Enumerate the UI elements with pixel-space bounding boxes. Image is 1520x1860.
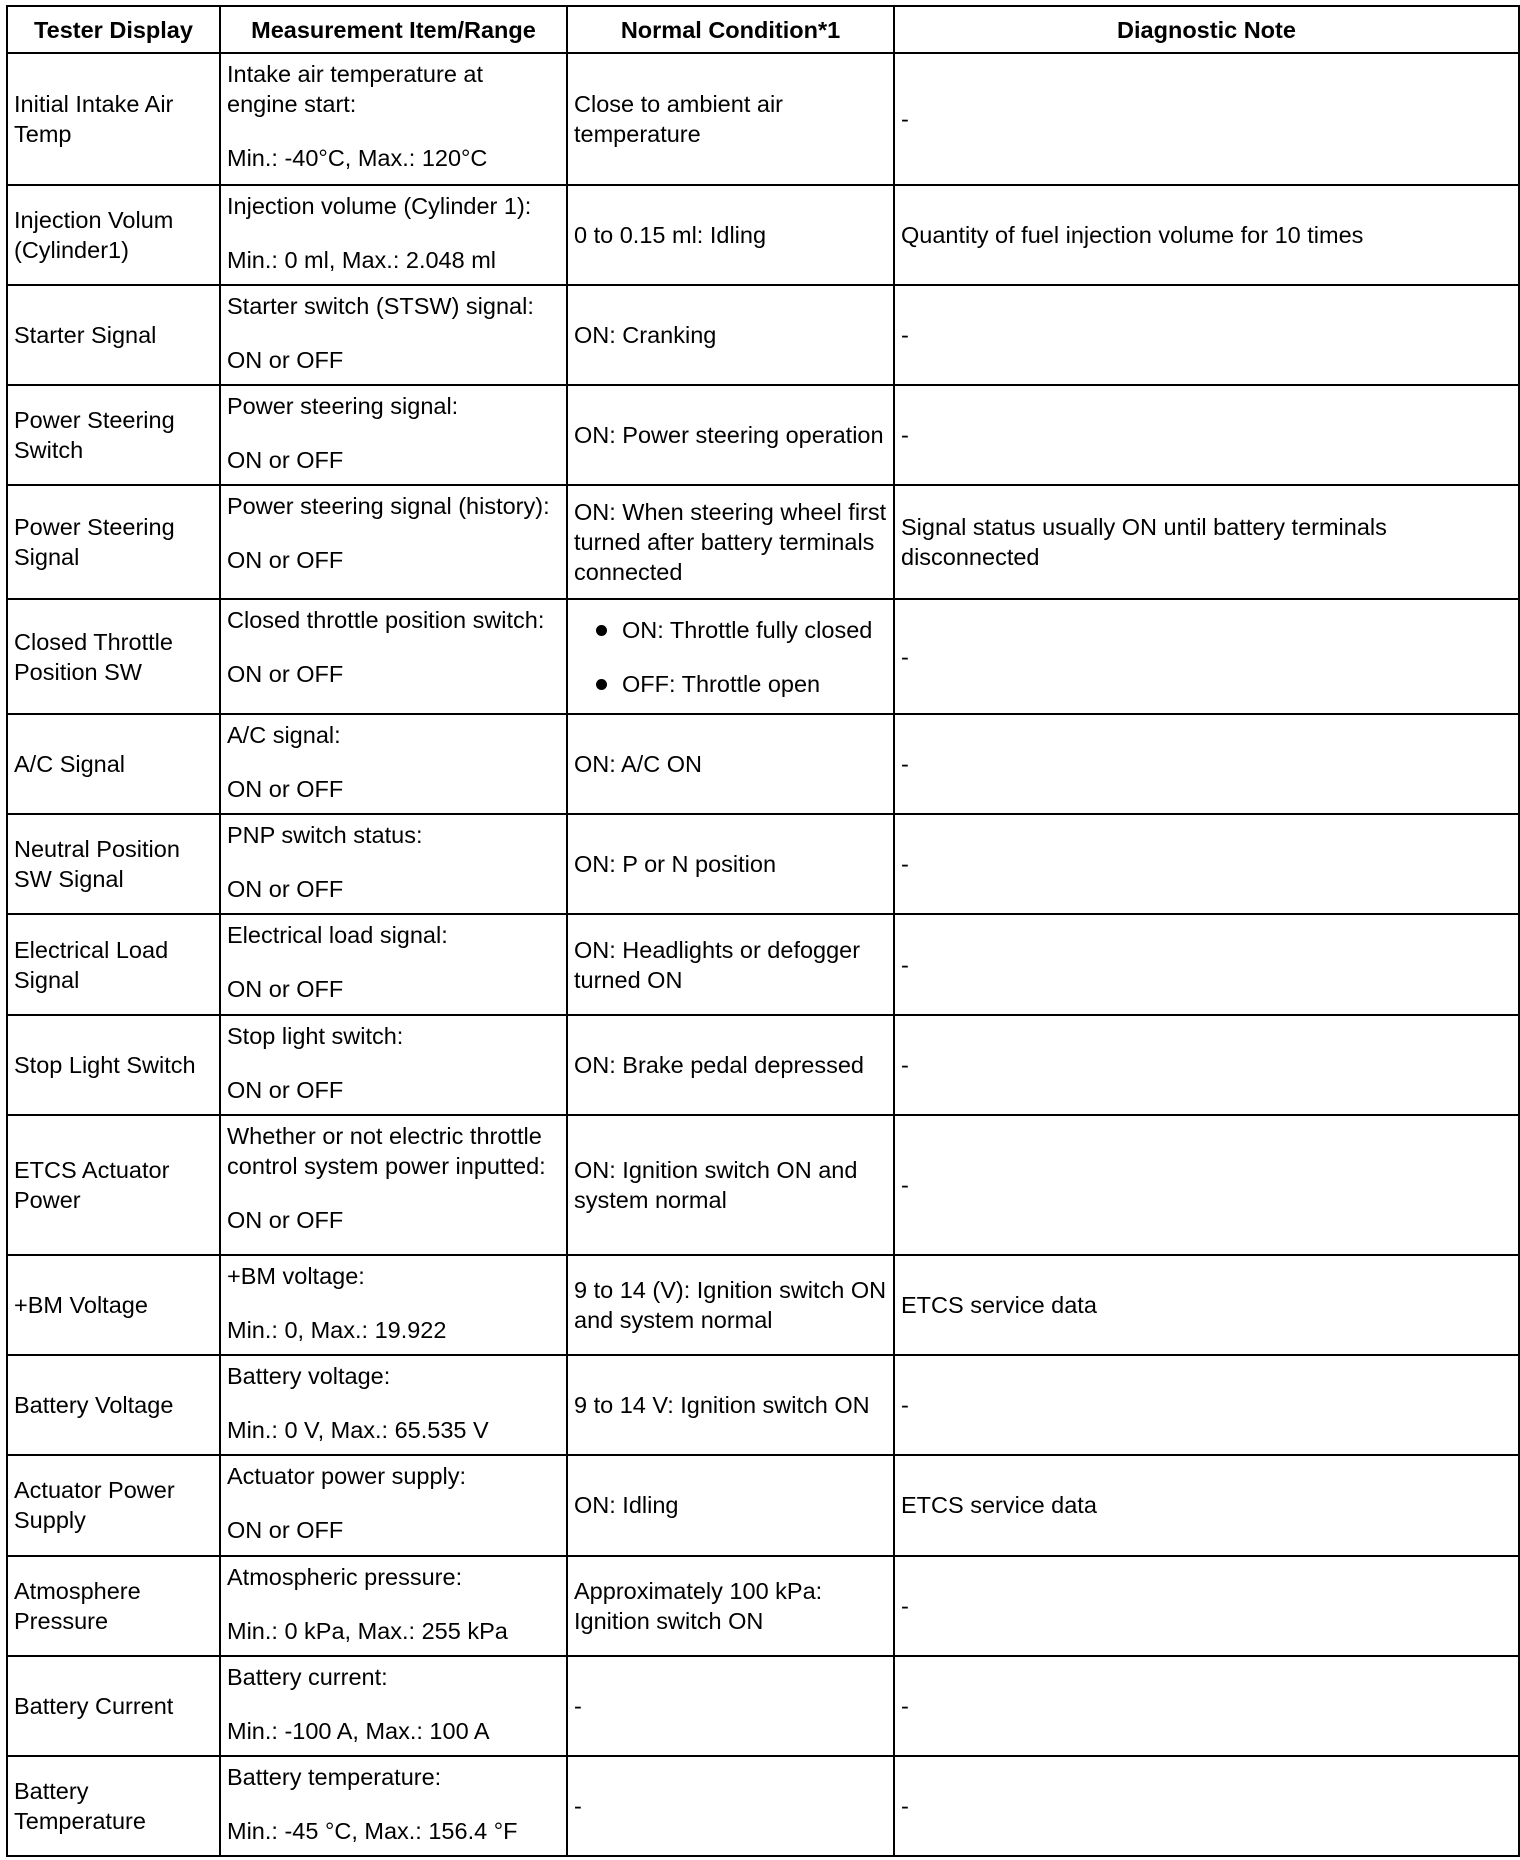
measurement-range-cell [220, 485, 567, 599]
table-row [7, 1115, 1519, 1256]
range-label: +BM voltage: [227, 1263, 365, 1290]
normal-condition-cell: 9 to 14 V: Ignition switch ON [567, 1355, 894, 1455]
measurement-range-cell [220, 714, 567, 814]
normal-condition-bullet-list [574, 615, 887, 699]
range-value: ON or OFF [227, 447, 344, 474]
table-row [7, 53, 1519, 185]
measurement-range-cell [220, 185, 567, 285]
diagnostic-note-cell: - [894, 714, 1519, 814]
range-value: ON or OFF [227, 347, 344, 374]
diagnostic-note-cell: - [894, 814, 1519, 914]
diagnostic-note-cell: - [894, 914, 1519, 1014]
header-measurement-item-range: Measurement Item/Range [220, 6, 567, 53]
normal-condition-cell: 9 to 14 (V): Ignition switch ON and system normal [567, 1255, 894, 1355]
diagnostic-note-cell: ETCS service data [894, 1255, 1519, 1355]
table-row [7, 385, 1519, 485]
normal-condition-cell: ON: Power steering operation [567, 385, 894, 485]
range-label: Battery current: [227, 1663, 388, 1690]
range-value: Min.: 0 ml, Max.: 2.048 ml [227, 247, 497, 274]
range-value: Min.: 0, Max.: 19.922 [227, 1317, 447, 1344]
table-row [7, 714, 1519, 814]
range-value: Min.: -100 A, Max.: 100 A [227, 1717, 490, 1744]
measurement-range-cell [220, 599, 567, 714]
tester-display-cell: Neutral Position SW Signal [7, 814, 220, 914]
table-row [7, 814, 1519, 914]
tester-display-cell: Atmosphere Pressure [7, 1556, 220, 1656]
diagnostic-note-cell: - [894, 1756, 1519, 1856]
normal-condition-cell: ON: Idling [567, 1455, 894, 1555]
table-row [7, 1556, 1519, 1656]
diagnostic-note-cell: - [894, 1656, 1519, 1756]
normal-condition-cell: ON: P or N position [567, 814, 894, 914]
measurement-range-cell [220, 385, 567, 485]
range-value: ON or OFF [227, 1076, 344, 1103]
range-value: ON or OFF [227, 1206, 344, 1233]
range-value: ON or OFF [227, 661, 344, 688]
tester-display-cell: Power Steering Switch [7, 385, 220, 485]
range-value: Min.: 0 kPa, Max.: 255 kPa [227, 1617, 508, 1644]
table-row [7, 485, 1519, 599]
range-value: Min.: 0 V, Max.: 65.535 V [227, 1417, 489, 1444]
diagnostic-note-cell: ETCS service data [894, 1455, 1519, 1555]
measurement-range-cell [220, 285, 567, 385]
normal-condition-cell [567, 599, 894, 714]
diagnostic-note-cell: - [894, 285, 1519, 385]
measurement-range-cell [220, 1355, 567, 1455]
range-label: Power steering signal (history): [227, 493, 550, 520]
header-normal-condition: Normal Condition*1 [567, 6, 894, 53]
normal-condition-cell: - [567, 1756, 894, 1856]
normal-condition-cell: ON: Cranking [567, 285, 894, 385]
tester-display-cell: Stop Light Switch [7, 1015, 220, 1115]
normal-condition-cell: ON: Headlights or defogger turned ON [567, 914, 894, 1014]
tester-display-cell: Electrical Load Signal [7, 914, 220, 1014]
range-label: Battery voltage: [227, 1363, 391, 1390]
tester-display-cell: Injection Volum (Cylinder1) [7, 185, 220, 285]
tester-display-cell: Battery Temperature [7, 1756, 220, 1856]
header-tester-display: Tester Display [7, 6, 220, 53]
range-value: ON or OFF [227, 547, 344, 574]
range-value: ON or OFF [227, 776, 344, 803]
diagnostic-note-cell: - [894, 1355, 1519, 1455]
range-value: Min.: -45 °C, Max.: 156.4 °F [227, 1817, 518, 1844]
diagnostic-note-cell: - [894, 599, 1519, 714]
tester-display-cell: Battery Voltage [7, 1355, 220, 1455]
measurement-range-cell [220, 1255, 567, 1355]
table-row [7, 599, 1519, 714]
diagnostic-note-cell: - [894, 385, 1519, 485]
measurement-range-cell [220, 1455, 567, 1555]
header-diagnostic-note: Diagnostic Note [894, 6, 1519, 53]
measurement-range-cell [220, 814, 567, 914]
measurement-range-cell [220, 1656, 567, 1756]
normal-condition-bullet: OFF: Throttle open [574, 669, 887, 699]
tester-display-cell: A/C Signal [7, 714, 220, 814]
table-row [7, 1355, 1519, 1455]
range-label: Closed throttle position switch: [227, 607, 545, 634]
normal-condition-cell: ON: A/C ON [567, 714, 894, 814]
range-label: Whether or not electric throttle control system power inputted: [227, 1122, 546, 1179]
diagnostic-note-cell: - [894, 53, 1519, 185]
tester-display-cell: ETCS Actuator Power [7, 1115, 220, 1256]
diagnostic-note-cell: - [894, 1115, 1519, 1256]
range-label: Actuator power supply: [227, 1463, 467, 1490]
table-row [7, 1656, 1519, 1756]
tester-display-cell: +BM Voltage [7, 1255, 220, 1355]
table-row [7, 285, 1519, 385]
range-label: Stop light switch: [227, 1022, 404, 1049]
table-row [7, 1255, 1519, 1355]
range-label: Battery temperature: [227, 1763, 442, 1790]
normal-condition-cell: Close to ambient air temperature [567, 53, 894, 185]
data-list-table [6, 5, 1520, 1857]
table-row [7, 914, 1519, 1014]
measurement-range-cell [220, 53, 567, 185]
range-value: Min.: -40°C, Max.: 120°C [227, 145, 488, 171]
normal-condition-cell: ON: Ignition switch ON and system normal [567, 1115, 894, 1256]
tester-display-cell: Closed Throttle Position SW [7, 599, 220, 714]
range-label: Starter switch (STSW) signal: [227, 293, 534, 320]
measurement-range-cell [220, 1015, 567, 1115]
range-label: PNP switch status: [227, 822, 423, 849]
table-row [7, 1015, 1519, 1115]
normal-condition-cell: 0 to 0.15 ml: Idling [567, 185, 894, 285]
normal-condition-cell: - [567, 1656, 894, 1756]
table-row [7, 185, 1519, 285]
normal-condition-cell: ON: When steering wheel first turned after battery terminals connected [567, 485, 894, 599]
tester-display-cell: Battery Current [7, 1656, 220, 1756]
range-label: A/C signal: [227, 722, 341, 749]
range-value: ON or OFF [227, 1517, 344, 1544]
range-label: Injection volume (Cylinder 1): [227, 193, 532, 220]
range-label: Power steering signal: [227, 393, 459, 420]
tester-display-cell: Actuator Power Supply [7, 1455, 220, 1555]
header-row [7, 6, 1519, 53]
normal-condition-cell: ON: Brake pedal depressed [567, 1015, 894, 1115]
tester-display-cell: Starter Signal [7, 285, 220, 385]
range-label: Atmospheric pressure: [227, 1563, 463, 1590]
tester-display-cell: Initial Intake Air Temp [7, 53, 220, 185]
tester-display-cell: Power Steering Signal [7, 485, 220, 599]
measurement-range-cell [220, 914, 567, 1014]
measurement-range-cell [220, 1756, 567, 1856]
range-label: Intake air temperature at engine start: [227, 61, 484, 117]
range-value: ON or OFF [227, 876, 344, 903]
diagnostic-note-cell: Signal status usually ON until battery terminals disconnected [894, 485, 1519, 599]
diagnostic-note-cell: - [894, 1556, 1519, 1656]
measurement-range-cell [220, 1115, 567, 1256]
measurement-range-cell [220, 1556, 567, 1656]
table-row [7, 1756, 1519, 1856]
range-value: ON or OFF [227, 976, 344, 1003]
normal-condition-bullet: ON: Throttle fully closed [574, 615, 887, 645]
normal-condition-cell: Approximately 100 kPa: Ignition switch ON [567, 1556, 894, 1656]
diagnostic-note-cell: - [894, 1015, 1519, 1115]
table-row [7, 1455, 1519, 1555]
diagnostic-note-cell: Quantity of fuel injection volume for 10 times [894, 185, 1519, 285]
range-label: Electrical load signal: [227, 922, 448, 949]
